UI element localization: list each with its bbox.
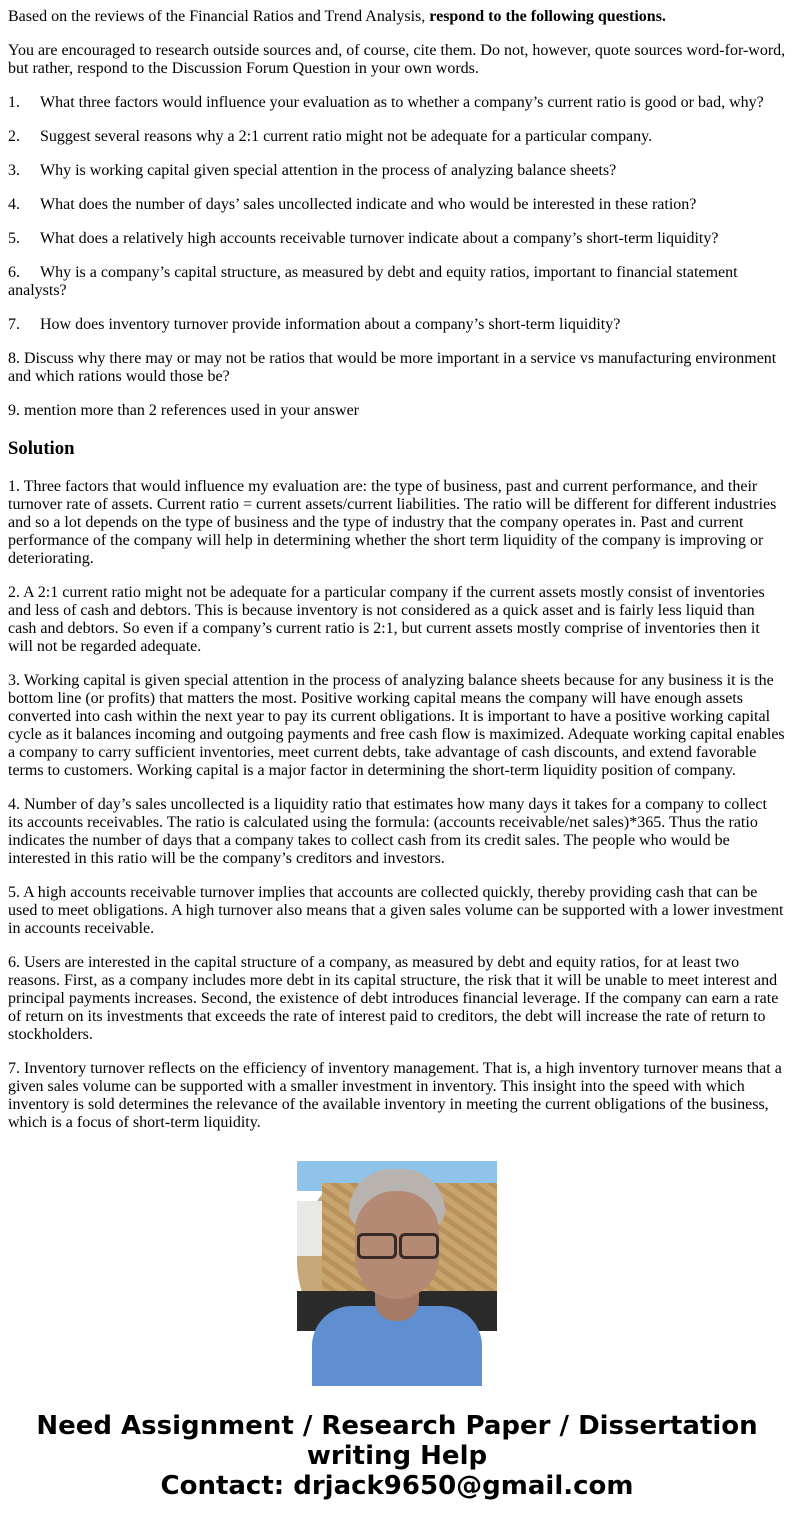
answer-paragraph: 7. Inventory turnover reflects on the efficiency of inventory management. That is, a high inventory turnover means that a given sales volume can be supported with a smaller investment in inventory. This insight into the speed with which inventory is sold determines the relevance of the available inventory in meeting the current obligations of the business, which is a focus of short-term liquidity. [8, 1060, 782, 1131]
document-content [0, 8, 794, 1130]
answer-paragraph: 4. Number of day’s sales uncollected is a liquidity ratio that estimates how many days it takes for a company to collect its accounts receivables. The ratio is calculated using the formula: (accounts receivable/net sales)*365. Thus the ratio indicates the number of days that a company takes to collect cash from its credit sales. The people who would be interested in this ratio will be the company’s creditors and investors. [8, 796, 767, 867]
answer-paragraph: 2. A 2:1 current ratio might not be adequate for a particular company if the current assets mostly consist of inventories and less of cash and debtors. This is because inventory is not considered as a quick asset and is fairly less liquid than cash and debtors. So even if a company’s current ratio is 2:1, but current assets mostly comprise of inventories then it will not be regarded adequate. [8, 584, 765, 655]
question-number: 1. [8, 94, 20, 111]
question-text: Why is a company’s capital structure, as measured by debt and equity ratios, important to financial statement analysts? [8, 264, 738, 299]
question-item [8, 94, 786, 112]
question-text: What does the number of days’ sales uncollected indicate and who would be interested in these ration? [40, 196, 697, 213]
question-number: 2. [8, 128, 20, 145]
instructions: You are encouraged to research outside sources and, of course, cite them. Do not, however, quote sources word-for-word, but rather, respond to the Discussion Forum Question in your own words. [8, 42, 786, 77]
question-item [8, 196, 786, 214]
question-number: 7. [8, 316, 20, 333]
author-photo [297, 1161, 497, 1361]
answer-paragraph: 1. Three factors that would influence my evaluation are: the type of business, past and current performance, and their turnover rate of assets. Current ratio = current assets/current liabilities. The ratio will be different for different industries and so a lot depends on the type of business and the type of industry that the company operates in. Past and current performance of the company will help in determining whether the short term liquidity of the company is improving or deteriorating. [8, 478, 777, 567]
intro-bold: respond to the following questions. [429, 8, 666, 25]
question-9: 9. mention more than 2 references used in your answer [8, 402, 359, 419]
question-text: What three factors would influence your evaluation as to whether a company’s current ratio is good or bad, why? [40, 94, 764, 111]
question-number: 4. [8, 196, 20, 213]
contact-line: Contact: drjack9650@gmail.com [160, 1471, 634, 1501]
question-text: Suggest several reasons why a 2:1 current ratio might not be adequate for a particular company. [40, 128, 653, 145]
question-item [8, 128, 786, 146]
question-item [8, 316, 786, 334]
question-item [8, 264, 786, 300]
question-8: 8. Discuss why there may or may not be ratios that would be more important in a service vs manufacturing environment and which rations would those be? [8, 350, 777, 385]
question-number: 3. [8, 162, 20, 179]
author-photo-container [0, 1161, 794, 1361]
solution-heading: Solution [8, 438, 75, 459]
question-text: Why is working capital given special attention in the process of analyzing balance sheets? [40, 162, 617, 179]
intro-paragraph: Based on the reviews of the Financial Ratios and Trend Analysis, respond to the following questions. [8, 8, 666, 25]
promo-line: Need Assignment / Research Paper / Dissertation writing Help [36, 1411, 758, 1471]
question-item [8, 230, 786, 248]
answer-paragraph: 5. A high accounts receivable turnover implies that accounts are collected quickly, thereby providing cash that can be used to meet obligations. A high turnover also means that a given sales volume can be supported with a lower investment in accounts receivable. [8, 884, 784, 937]
question-text: What does a relatively high accounts receivable turnover indicate about a company’s short-term liquidity? [40, 230, 719, 247]
answer-paragraph: 3. Working capital is given special attention in the process of analyzing balance sheets because for any business it is the bottom line (or profits) that matters the most. Positive working capital means the company will have enough assets converted into cash within the next year to pay its current obligations. It is important to have a positive working capital cycle as it balances incoming and outgoing payments and free cash flow is maximized. Adequate working capital enables a company to carry sufficient inventories, meet current debts, take advantage of cash discounts, and extend favorable terms to customers. Working capital is a major factor in determining the short-term liquidity position of company. [8, 672, 785, 779]
answer-paragraph: 6. Users are interested in the capital structure of a company, as measured by debt and equity ratios, for at least two reasons. First, as a company includes more debt in its capital structure, the risk that it will be unable to meet interest and principal payments increases. Second, the existence of debt introduces financial leverage. If the company can earn a rate of return on its investments that exceeds the rate of interest paid to creditors, the debt will increase the rate of return to stockholders. [8, 954, 779, 1043]
question-item [8, 162, 786, 180]
question-number: 6. [8, 264, 20, 281]
question-text: How does inventory turnover provide information about a company’s short-term liquidity? [40, 316, 621, 333]
question-number: 5. [8, 230, 20, 247]
question-list [8, 94, 786, 334]
promo-footer [0, 1411, 794, 1501]
answer-list [8, 478, 786, 1132]
